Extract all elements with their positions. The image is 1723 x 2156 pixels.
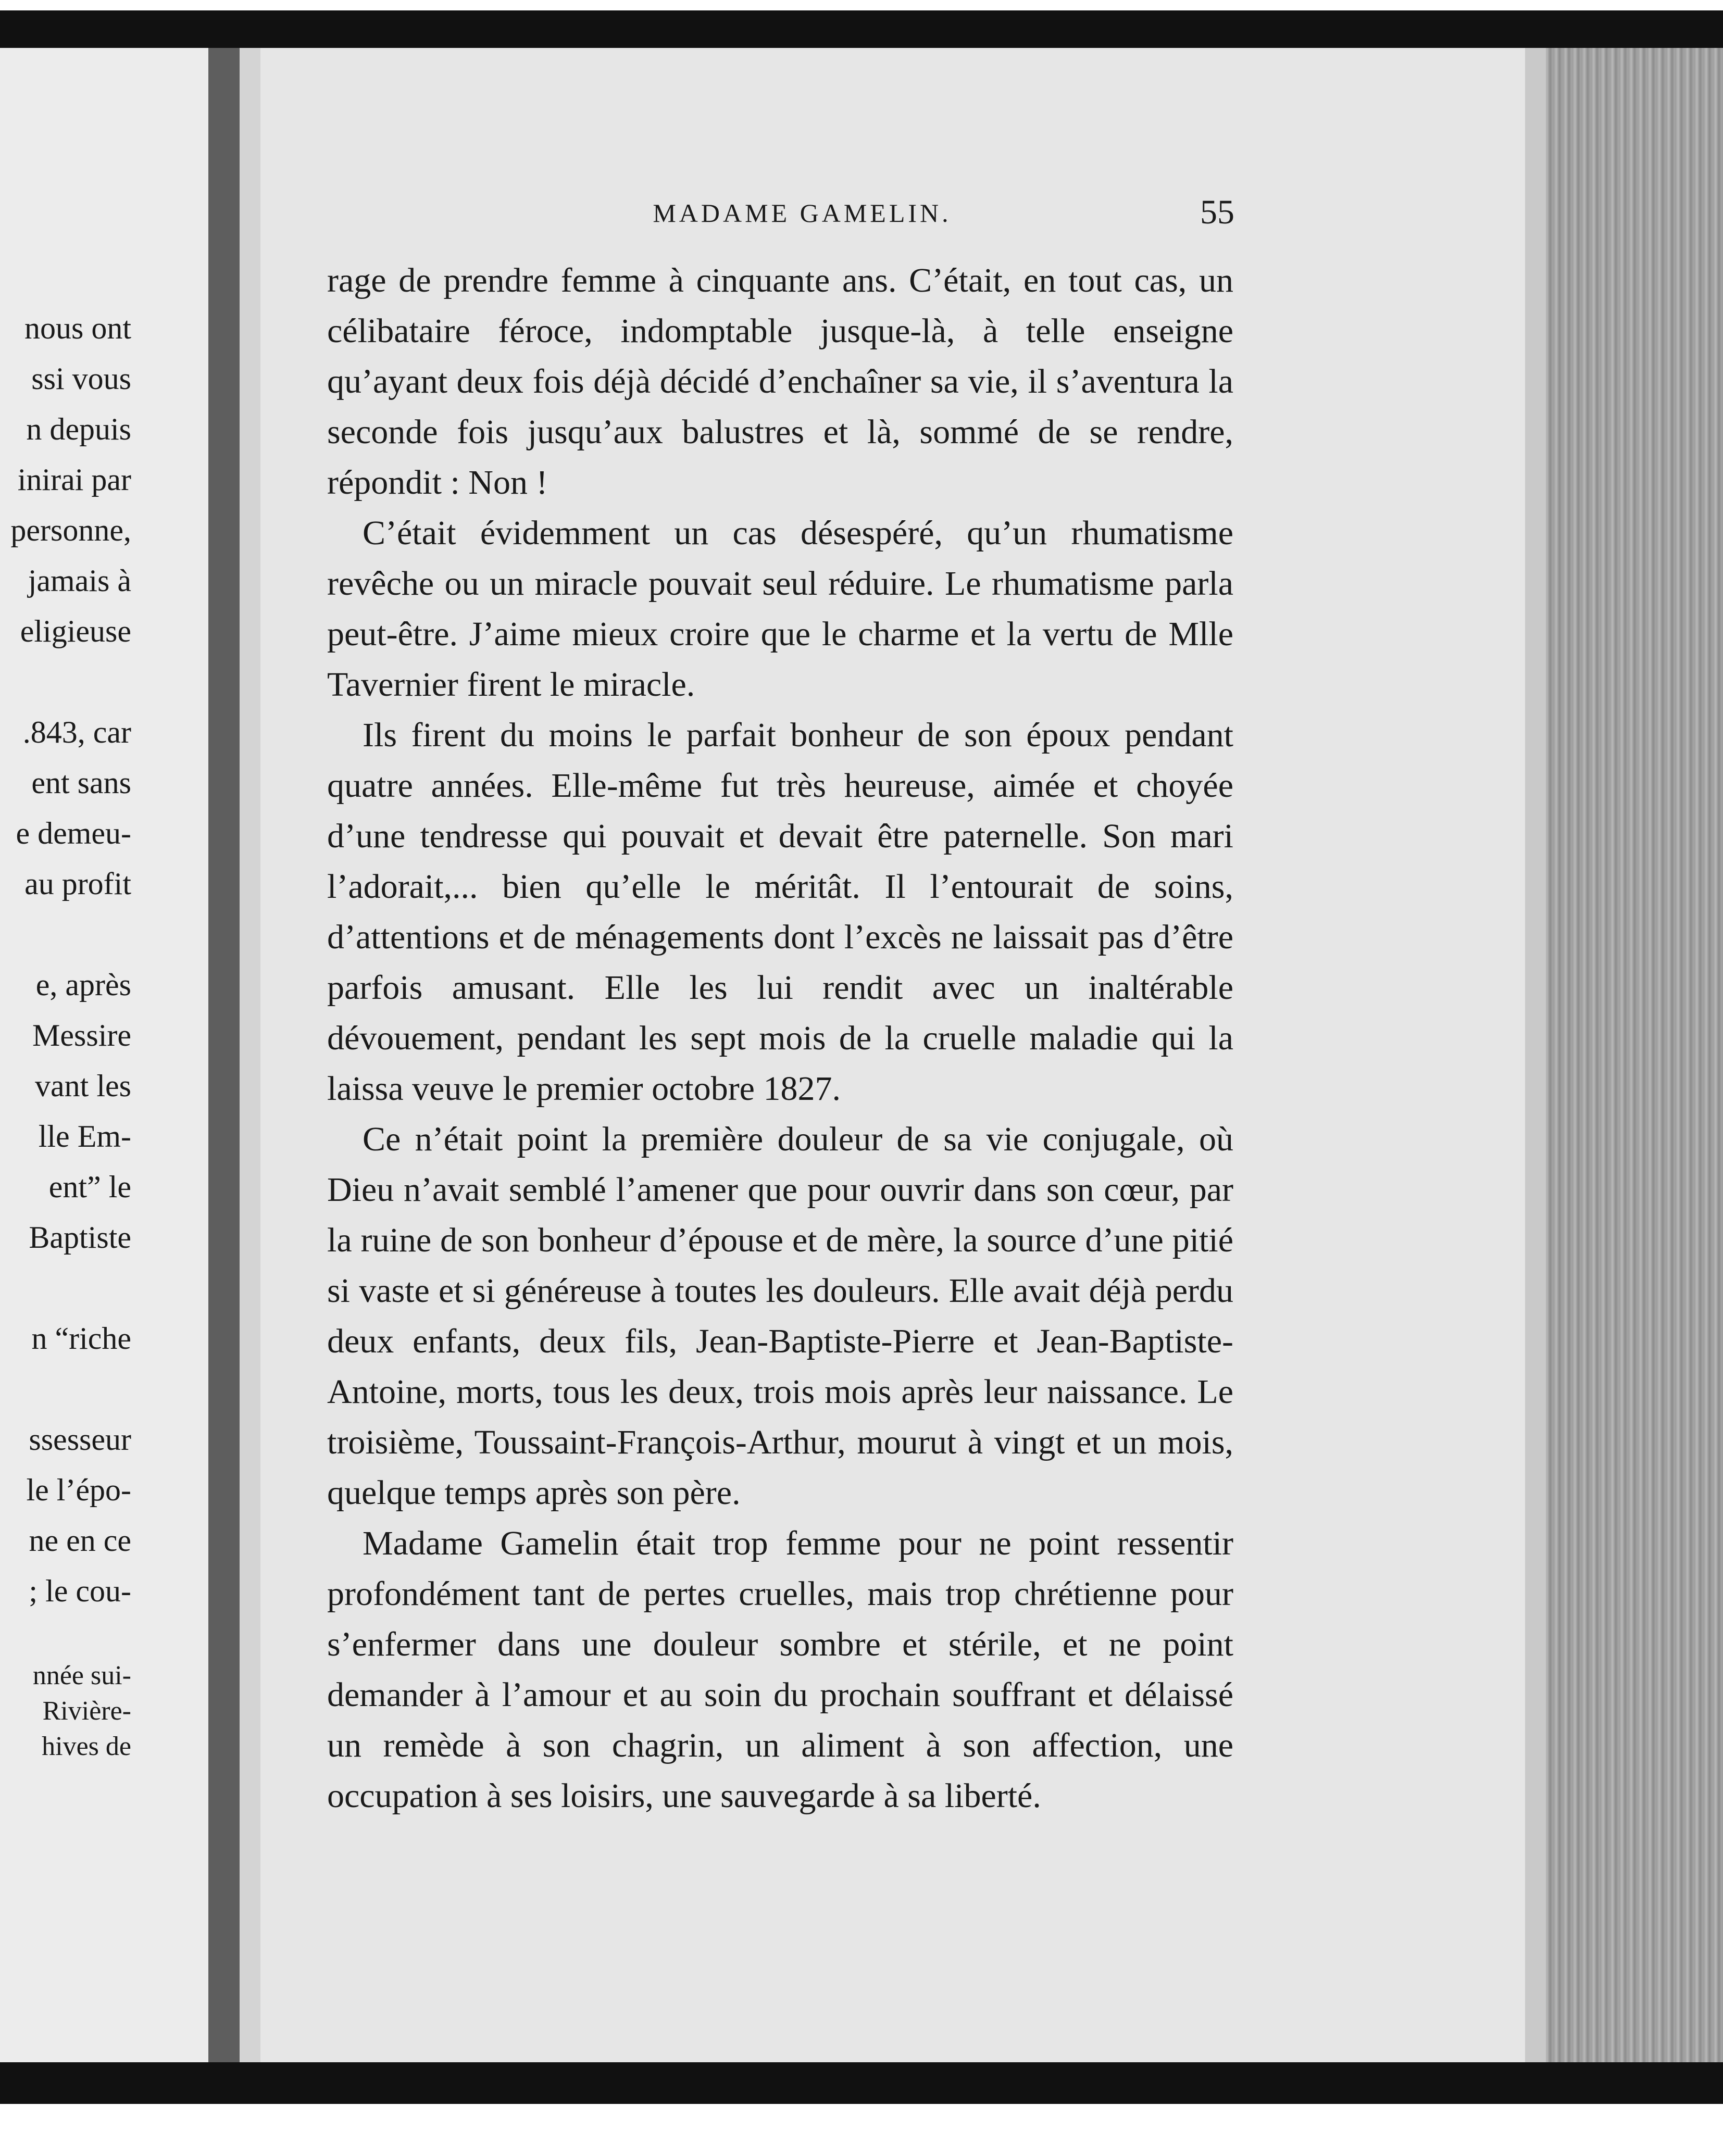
scan-top-margin: [0, 0, 1723, 10]
facing-line: .843, car: [22, 715, 131, 749]
facing-footnote-line: Rivière-: [42, 1696, 131, 1726]
facing-line: e, après: [35, 968, 131, 1002]
facing-line-gap: [0, 1263, 131, 1313]
page-number: 55: [1200, 193, 1234, 231]
facing-line: ssi vous: [31, 361, 131, 396]
book-gutter-shadow: [208, 48, 240, 2062]
facing-line: ; le cou-: [29, 1574, 131, 1608]
page-stack-edge: [1525, 48, 1723, 2062]
facing-line: lle Em-: [38, 1119, 131, 1154]
facing-line: ent sans: [31, 766, 131, 800]
facing-page-text: [0, 303, 131, 1764]
facing-line: e demeu-: [16, 816, 131, 850]
facing-line: le l’épo-: [26, 1473, 131, 1507]
facing-line: jamais à: [28, 563, 131, 598]
facing-line: Messire: [32, 1018, 131, 1052]
paragraph: Ils firent du moins le parfait bonheur de son époux pendant quatre années. Elle-même fut très heureuse, aimée et choyée d’une tendresse qui pouvait et devait être paternelle. Son mari l’adorait,... bien qu’elle le méritât. Il l’entourait de soins, d’attentions et de ménagements dont l’excès ne laissait pas d’être parfois amusant. Elle les lui rendit avec un inaltérable dévouement, pendant les sept mois de la cruelle maladie qui la laissa veuve le premier octobre 1827.: [327, 716, 1233, 1108]
paragraph: Madame Gamelin était trop femme pour ne point ressentir profondément tant de pertes cruelles, mais trop chrétienne pour s’enfermer dans une douleur sombre et stérile, et ne point demander à l’amour et au soin du prochain souffrant et délaissé un remède à son chagrin, un aliment à son affection, une occupation à ses loisirs, une sauvegarde à sa liberté.: [327, 1524, 1233, 1815]
facing-line: n “riche: [31, 1321, 131, 1356]
book-gutter: [240, 48, 260, 2062]
facing-line: ent” le: [48, 1170, 131, 1204]
page-stack-edge-shade: [1525, 48, 1546, 2062]
microfilm-bottom-border: [0, 2062, 1723, 2104]
facing-line: eligieuse: [20, 614, 131, 648]
facing-line: ssesseur: [29, 1422, 131, 1457]
facing-line-gap: [0, 657, 131, 707]
facing-line: personne,: [10, 513, 131, 547]
facing-line: ne en ce: [29, 1523, 131, 1558]
facing-line-gap: [0, 1616, 131, 1658]
facing-line: Baptiste: [29, 1220, 131, 1255]
facing-line: au profit: [24, 867, 131, 901]
facing-line: n depuis: [26, 412, 131, 446]
facing-line: nous ont: [24, 311, 131, 345]
facing-line: vant les: [35, 1069, 131, 1103]
facing-line: inirai par: [17, 462, 131, 497]
microfilm-top-border: [0, 10, 1723, 48]
paragraph: rage de prendre femme à cinquante ans. C’était, en tout cas, un célibataire féroce, indomptable jusque-là, à telle enseigne qu’ayant deux fois déjà décidé d’enchaîner sa vie, il s’aventura la seconde fois jusqu’aux balustres et là, sommé de se rendre, répondit : Non !: [327, 261, 1233, 502]
page-body: [327, 255, 1233, 1821]
scan-bottom-margin: [0, 2104, 1723, 2156]
facing-line-gap: [0, 1364, 131, 1414]
facing-page-left: [0, 48, 208, 2062]
facing-footnote-line: nnée sui-: [32, 1661, 131, 1690]
running-head: MADAME GAMELIN.: [653, 198, 952, 228]
facing-line-gap: [0, 909, 131, 960]
paragraph: C’était évidemment un cas désespéré, qu’un rhumatisme revêche ou un miracle pouvait seul réduire. Le rhumatisme parla peut-être. J’aime mieux croire que le charme et la vertu de Mlle Tavernier firent le miracle.: [327, 514, 1233, 704]
paragraph: Ce n’était point la première douleur de sa vie conjugale, où Dieu n’avait semblé l’amener que pour ouvrir dans son cœur, par la ruine de son bonheur d’épouse et de mère, la source d’une pitié si vaste et si généreuse à toutes les douleurs. Elle avait déjà perdu deux enfants, deux fils, Jean-Baptiste-Pierre et Jean-Baptiste-Antoine, morts, tous les deux, trois mois après leur naissance. Le troisième, Toussaint-François-Arthur, mourut à vingt et un mois, quelque temps après son père.: [327, 1120, 1233, 1512]
facing-footnote-line: hives de: [42, 1732, 131, 1761]
